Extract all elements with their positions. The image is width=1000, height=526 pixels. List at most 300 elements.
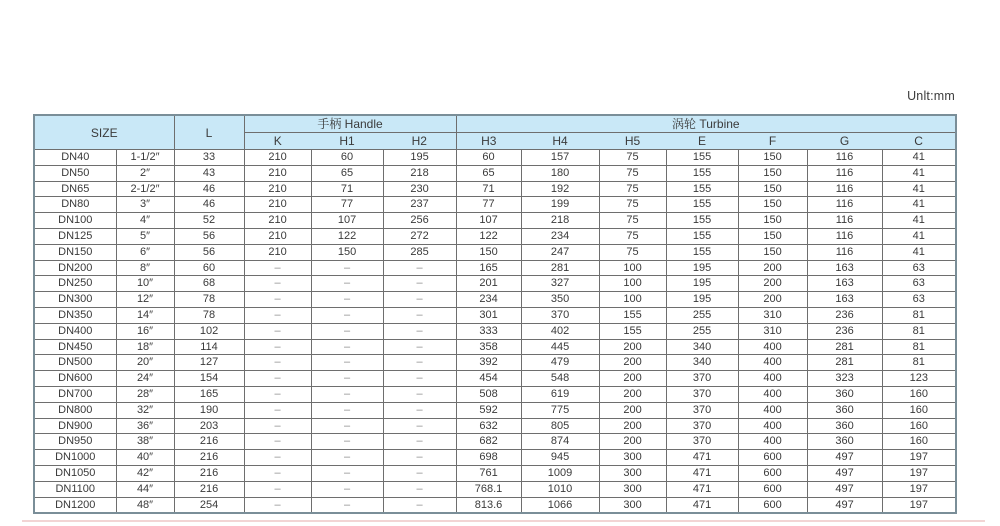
table-cell: – xyxy=(311,418,383,434)
table-cell: – xyxy=(244,355,311,371)
table-cell: 28″ xyxy=(116,386,174,402)
table-cell: 65 xyxy=(456,165,521,181)
table-cell: 197 xyxy=(882,497,956,513)
table-cell: 154 xyxy=(174,371,244,387)
table-cell: 75 xyxy=(599,244,666,260)
table-cell: 247 xyxy=(521,244,599,260)
table-cell: 102 xyxy=(174,323,244,339)
table-cell: 122 xyxy=(311,228,383,244)
table-row xyxy=(34,323,956,339)
table-row xyxy=(34,386,956,402)
header-e: E xyxy=(666,133,738,150)
header-h3: H3 xyxy=(456,133,521,150)
table-cell: 150 xyxy=(738,244,807,260)
table-cell: DN400 xyxy=(34,323,116,339)
table-cell: 63 xyxy=(882,260,956,276)
table-cell: 400 xyxy=(738,371,807,387)
table-cell: 155 xyxy=(599,307,666,323)
table-row xyxy=(34,181,956,197)
table-cell: 33 xyxy=(174,150,244,166)
table-cell: 195 xyxy=(666,292,738,308)
table-cell: 761 xyxy=(456,465,521,481)
table-cell: 197 xyxy=(882,465,956,481)
table-cell: 155 xyxy=(666,213,738,229)
table-cell: 75 xyxy=(599,181,666,197)
table-cell: 41 xyxy=(882,197,956,213)
table-cell: 71 xyxy=(311,181,383,197)
table-cell: 155 xyxy=(666,181,738,197)
table-cell: – xyxy=(244,386,311,402)
table-cell: 40″ xyxy=(116,450,174,466)
table-cell: 333 xyxy=(456,323,521,339)
table-cell: 81 xyxy=(882,355,956,371)
table-row xyxy=(34,371,956,387)
table-cell: 165 xyxy=(174,386,244,402)
table-cell: 300 xyxy=(599,481,666,497)
table-cell: 203 xyxy=(174,418,244,434)
table-cell: 18″ xyxy=(116,339,174,355)
table-cell: 400 xyxy=(738,434,807,450)
table-cell: 155 xyxy=(599,323,666,339)
table-cell: 60 xyxy=(311,150,383,166)
table-cell: 2-1/2″ xyxy=(116,181,174,197)
table-cell: 155 xyxy=(666,228,738,244)
table-cell: DN250 xyxy=(34,276,116,292)
table-cell: DN40 xyxy=(34,150,116,166)
table-row xyxy=(34,418,956,434)
table-cell: 200 xyxy=(599,386,666,402)
table-cell: 218 xyxy=(383,165,456,181)
table-cell: – xyxy=(311,339,383,355)
table-cell: 1010 xyxy=(521,481,599,497)
table-cell: 323 xyxy=(807,371,882,387)
table-cell: 77 xyxy=(311,197,383,213)
table-cell: 197 xyxy=(882,450,956,466)
table-cell: DN600 xyxy=(34,371,116,387)
table-cell: 165 xyxy=(456,260,521,276)
table-cell: 236 xyxy=(807,307,882,323)
table-cell: 350 xyxy=(521,292,599,308)
table-cell: 68 xyxy=(174,276,244,292)
table-cell: DN200 xyxy=(34,260,116,276)
table-row xyxy=(34,244,956,260)
table-cell: 2″ xyxy=(116,165,174,181)
table-cell: 236 xyxy=(807,323,882,339)
table-row xyxy=(34,465,956,481)
table-cell: 237 xyxy=(383,197,456,213)
table-cell: 56 xyxy=(174,244,244,260)
table-cell: 56 xyxy=(174,228,244,244)
table-cell: 360 xyxy=(807,418,882,434)
table-cell: 155 xyxy=(666,165,738,181)
table-cell: 218 xyxy=(521,213,599,229)
table-cell: DN150 xyxy=(34,244,116,260)
table-row xyxy=(34,197,956,213)
table-cell: 160 xyxy=(882,434,956,450)
table-cell: DN50 xyxy=(34,165,116,181)
table-cell: 41 xyxy=(882,228,956,244)
table-cell: – xyxy=(311,481,383,497)
table-row xyxy=(34,481,956,497)
table-cell: – xyxy=(383,323,456,339)
table-cell: DN65 xyxy=(34,181,116,197)
table-cell: DN950 xyxy=(34,434,116,450)
table-cell: 65 xyxy=(311,165,383,181)
table-cell: 272 xyxy=(383,228,456,244)
table-cell: – xyxy=(244,339,311,355)
table-cell: 116 xyxy=(807,150,882,166)
table-cell: 600 xyxy=(738,497,807,513)
table-cell: DN125 xyxy=(34,228,116,244)
header-h1: H1 xyxy=(311,133,383,150)
header-c: C xyxy=(882,133,956,150)
table-cell: 200 xyxy=(599,418,666,434)
table-row xyxy=(34,150,956,166)
table-cell: – xyxy=(311,260,383,276)
table-cell: 497 xyxy=(807,481,882,497)
table-cell: 6″ xyxy=(116,244,174,260)
table-cell: – xyxy=(244,497,311,513)
table-cell: 75 xyxy=(599,165,666,181)
table-cell: 195 xyxy=(383,150,456,166)
table-cell: 41 xyxy=(882,165,956,181)
table-cell: – xyxy=(383,355,456,371)
table-cell: 454 xyxy=(456,371,521,387)
table-cell: 775 xyxy=(521,402,599,418)
table-cell: 497 xyxy=(807,465,882,481)
table-cell: DN1200 xyxy=(34,497,116,513)
table-cell: 123 xyxy=(882,371,956,387)
table-row xyxy=(34,292,956,308)
table-cell: – xyxy=(311,355,383,371)
table-cell: 192 xyxy=(521,181,599,197)
table-cell: 122 xyxy=(456,228,521,244)
table-cell: 10″ xyxy=(116,276,174,292)
table-row xyxy=(34,260,956,276)
table-cell: 600 xyxy=(738,450,807,466)
table-cell: 107 xyxy=(456,213,521,229)
table-cell: 234 xyxy=(456,292,521,308)
table-row xyxy=(34,355,956,371)
header-size: SIZE xyxy=(34,115,174,150)
table-cell: 78 xyxy=(174,292,244,308)
table-cell: 150 xyxy=(311,244,383,260)
table-cell: – xyxy=(383,434,456,450)
table-cell: 100 xyxy=(599,260,666,276)
table-cell: 150 xyxy=(738,181,807,197)
table-cell: DN350 xyxy=(34,307,116,323)
table-cell: 216 xyxy=(174,434,244,450)
table-cell: 81 xyxy=(882,323,956,339)
table-cell: – xyxy=(311,450,383,466)
table-cell: 200 xyxy=(599,371,666,387)
table-cell: DN900 xyxy=(34,418,116,434)
table-cell: 400 xyxy=(738,418,807,434)
table-row xyxy=(34,450,956,466)
table-cell: 190 xyxy=(174,402,244,418)
table-cell: – xyxy=(244,323,311,339)
table-cell: 41 xyxy=(882,181,956,197)
table-cell: – xyxy=(383,339,456,355)
table-cell: 497 xyxy=(807,450,882,466)
table-cell: – xyxy=(383,465,456,481)
table-cell: 768.1 xyxy=(456,481,521,497)
table-cell: 24″ xyxy=(116,371,174,387)
table-cell: 41 xyxy=(882,244,956,260)
table-cell: – xyxy=(311,292,383,308)
header-f: F xyxy=(738,133,807,150)
table-cell: 150 xyxy=(456,244,521,260)
table-cell: – xyxy=(383,481,456,497)
table-cell: 1009 xyxy=(521,465,599,481)
dimensions-table xyxy=(33,114,957,514)
table-cell: 107 xyxy=(311,213,383,229)
table-cell: 632 xyxy=(456,418,521,434)
table-cell: 360 xyxy=(807,402,882,418)
table-cell: – xyxy=(383,276,456,292)
table-cell: 402 xyxy=(521,323,599,339)
table-cell: 254 xyxy=(174,497,244,513)
table-cell: 234 xyxy=(521,228,599,244)
header-g: G xyxy=(807,133,882,150)
table-cell: 200 xyxy=(599,434,666,450)
table-cell: 60 xyxy=(174,260,244,276)
table-cell: 592 xyxy=(456,402,521,418)
table-cell: 38″ xyxy=(116,434,174,450)
table-cell: 160 xyxy=(882,402,956,418)
table-cell: 200 xyxy=(599,339,666,355)
table-cell: – xyxy=(244,481,311,497)
table-cell: – xyxy=(244,434,311,450)
table-cell: 71 xyxy=(456,181,521,197)
table-cell: 471 xyxy=(666,465,738,481)
table-cell: 36″ xyxy=(116,418,174,434)
table-cell: 210 xyxy=(244,244,311,260)
table-cell: – xyxy=(383,402,456,418)
table-cell: 210 xyxy=(244,165,311,181)
table-cell: 310 xyxy=(738,323,807,339)
table-cell: 200 xyxy=(599,402,666,418)
table-cell: – xyxy=(244,402,311,418)
table-cell: – xyxy=(383,371,456,387)
table-row xyxy=(34,402,956,418)
table-cell: DN1000 xyxy=(34,450,116,466)
table-cell: – xyxy=(311,386,383,402)
table-cell: 360 xyxy=(807,434,882,450)
table-cell: 200 xyxy=(599,355,666,371)
table-header xyxy=(34,115,956,150)
table-cell: 75 xyxy=(599,197,666,213)
table-cell: 201 xyxy=(456,276,521,292)
table-cell: 508 xyxy=(456,386,521,402)
table-cell: 44″ xyxy=(116,481,174,497)
table-cell: 301 xyxy=(456,307,521,323)
table-cell: 370 xyxy=(666,371,738,387)
table-cell: 155 xyxy=(666,197,738,213)
table-cell: 46 xyxy=(174,197,244,213)
table-cell: 471 xyxy=(666,450,738,466)
table-cell: 600 xyxy=(738,481,807,497)
table-cell: 682 xyxy=(456,434,521,450)
table-cell: – xyxy=(311,323,383,339)
table-cell: 157 xyxy=(521,150,599,166)
table-row xyxy=(34,339,956,355)
table-cell: 52 xyxy=(174,213,244,229)
table-cell: – xyxy=(311,402,383,418)
table-cell: 360 xyxy=(807,386,882,402)
table-cell: DN500 xyxy=(34,355,116,371)
table-cell: 20″ xyxy=(116,355,174,371)
table-cell: 150 xyxy=(738,165,807,181)
table-cell: – xyxy=(244,276,311,292)
header-handle-group: 手柄 Handle xyxy=(244,115,456,133)
table-cell: 114 xyxy=(174,339,244,355)
table-cell: – xyxy=(311,497,383,513)
table-cell: 199 xyxy=(521,197,599,213)
header-h2: H2 xyxy=(383,133,456,150)
table-cell: 75 xyxy=(599,213,666,229)
table-cell: 805 xyxy=(521,418,599,434)
table-cell: 216 xyxy=(174,465,244,481)
table-cell: 163 xyxy=(807,260,882,276)
header-h4: H4 xyxy=(521,133,599,150)
unit-note: Unlt:mm xyxy=(907,89,955,103)
table-cell: 210 xyxy=(244,150,311,166)
table-cell: – xyxy=(244,292,311,308)
table-cell: 370 xyxy=(666,386,738,402)
table-cell: 874 xyxy=(521,434,599,450)
table-cell: 60 xyxy=(456,150,521,166)
table-cell: 340 xyxy=(666,339,738,355)
table-cell: 41 xyxy=(882,213,956,229)
table-cell: – xyxy=(244,307,311,323)
table-cell: 445 xyxy=(521,339,599,355)
table-cell: 400 xyxy=(738,339,807,355)
table-cell: 200 xyxy=(738,276,807,292)
table-cell: 327 xyxy=(521,276,599,292)
table-cell: – xyxy=(244,418,311,434)
table-cell: – xyxy=(244,260,311,276)
table-cell: 1-1/2″ xyxy=(116,150,174,166)
table-cell: 497 xyxy=(807,497,882,513)
table-cell: – xyxy=(311,434,383,450)
table-cell: 400 xyxy=(738,355,807,371)
table-cell: 75 xyxy=(599,228,666,244)
table-cell: 216 xyxy=(174,450,244,466)
table-cell: 116 xyxy=(807,244,882,260)
table-cell: 81 xyxy=(882,307,956,323)
table-cell: 210 xyxy=(244,181,311,197)
table-cell: 4″ xyxy=(116,213,174,229)
table-cell: DN1100 xyxy=(34,481,116,497)
table-cell: – xyxy=(244,465,311,481)
table-cell: 63 xyxy=(882,292,956,308)
table-cell: 310 xyxy=(738,307,807,323)
header-k: K xyxy=(244,133,311,150)
header-l: L xyxy=(174,115,244,150)
table-cell: – xyxy=(311,371,383,387)
bottom-accent-divider xyxy=(22,520,985,522)
table-cell: 698 xyxy=(456,450,521,466)
table-cell: 116 xyxy=(807,213,882,229)
table-cell: 100 xyxy=(599,292,666,308)
table-cell: 14″ xyxy=(116,307,174,323)
header-turbine-group: 涡轮 Turbine xyxy=(456,115,956,133)
table-cell: 75 xyxy=(599,150,666,166)
table-cell: 150 xyxy=(738,213,807,229)
table-row xyxy=(34,497,956,513)
table-cell: 945 xyxy=(521,450,599,466)
table-cell: – xyxy=(311,276,383,292)
table-cell: DN700 xyxy=(34,386,116,402)
table-cell: 150 xyxy=(738,150,807,166)
table-cell: 160 xyxy=(882,386,956,402)
table-cell: 116 xyxy=(807,228,882,244)
table-cell: 78 xyxy=(174,307,244,323)
table-cell: 46 xyxy=(174,181,244,197)
table-cell: 471 xyxy=(666,497,738,513)
table-cell: 285 xyxy=(383,244,456,260)
table-cell: 370 xyxy=(521,307,599,323)
table-cell: 479 xyxy=(521,355,599,371)
table-cell: 281 xyxy=(807,355,882,371)
table-cell: – xyxy=(383,292,456,308)
table-cell: – xyxy=(383,418,456,434)
table-cell: 160 xyxy=(882,418,956,434)
table-cell: 281 xyxy=(521,260,599,276)
table-cell: 210 xyxy=(244,213,311,229)
table-cell: 548 xyxy=(521,371,599,387)
table-cell: – xyxy=(383,386,456,402)
table-cell: 197 xyxy=(882,481,956,497)
table-cell: DN800 xyxy=(34,402,116,418)
table-cell: DN300 xyxy=(34,292,116,308)
table-cell: 150 xyxy=(738,228,807,244)
table-cell: DN100 xyxy=(34,213,116,229)
table-cell: 41 xyxy=(882,150,956,166)
table-cell: – xyxy=(244,371,311,387)
table-cell: 195 xyxy=(666,260,738,276)
table-cell: 155 xyxy=(666,150,738,166)
table-cell: 210 xyxy=(244,228,311,244)
table-cell: 155 xyxy=(666,244,738,260)
table-row xyxy=(34,434,956,450)
table-cell: 127 xyxy=(174,355,244,371)
table-cell: – xyxy=(311,465,383,481)
table-cell: 300 xyxy=(599,465,666,481)
table-cell: 255 xyxy=(666,323,738,339)
table-cell: DN1050 xyxy=(34,465,116,481)
table-cell: 400 xyxy=(738,386,807,402)
table-cell: 300 xyxy=(599,450,666,466)
table-cell: 619 xyxy=(521,386,599,402)
table-cell: 32″ xyxy=(116,402,174,418)
table-row xyxy=(34,228,956,244)
table-cell: 42″ xyxy=(116,465,174,481)
table-row xyxy=(34,307,956,323)
table-cell: 116 xyxy=(807,165,882,181)
table-cell: 3″ xyxy=(116,197,174,213)
table-row xyxy=(34,213,956,229)
table-cell: – xyxy=(383,450,456,466)
table-cell: – xyxy=(383,497,456,513)
table-cell: 116 xyxy=(807,197,882,213)
table-cell: 370 xyxy=(666,402,738,418)
table-cell: 77 xyxy=(456,197,521,213)
table-body xyxy=(34,150,956,514)
table-cell: 163 xyxy=(807,292,882,308)
table-cell: 63 xyxy=(882,276,956,292)
